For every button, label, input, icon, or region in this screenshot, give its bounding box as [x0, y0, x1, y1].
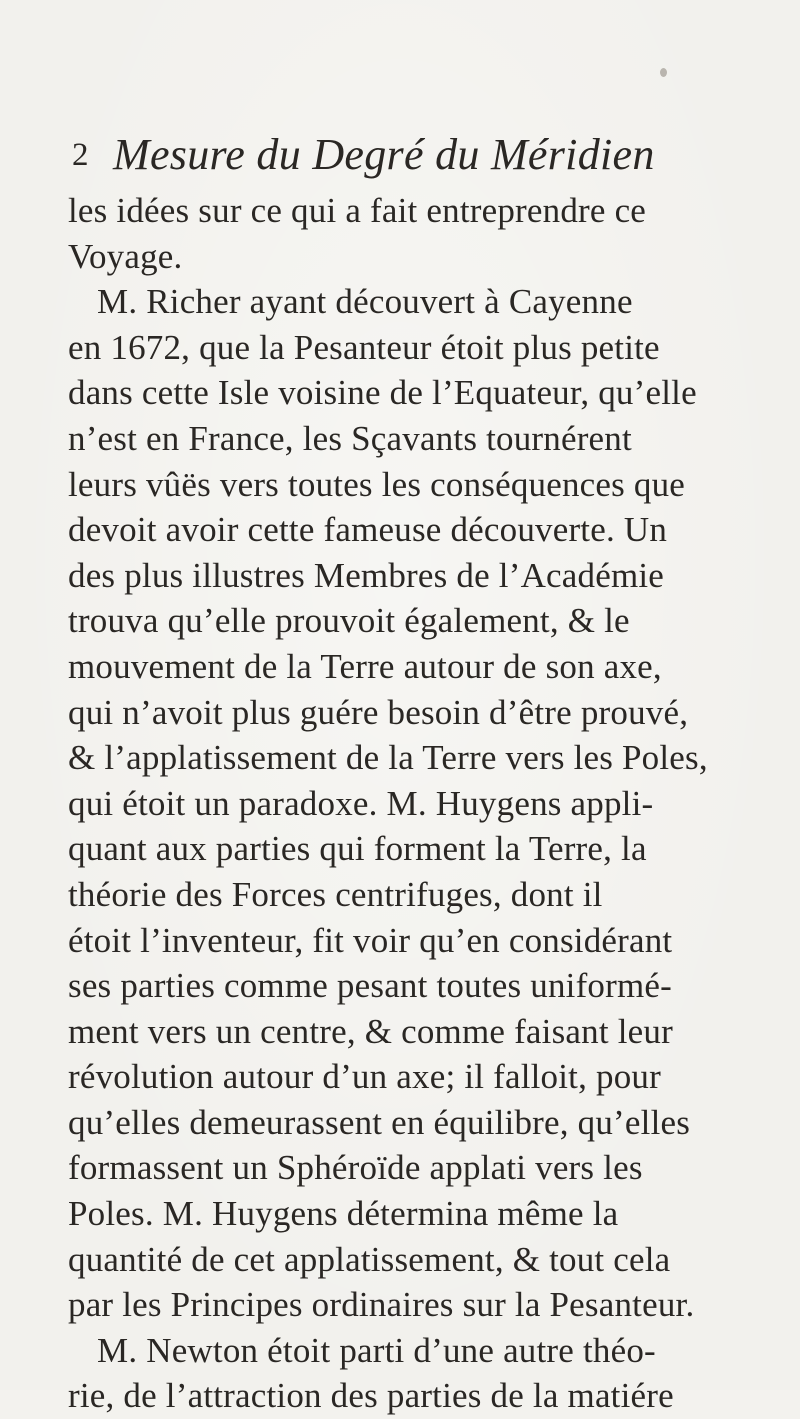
text-line: en 1672, que la Pesanteur étoit plus petite [68, 327, 660, 367]
ink-speck [660, 68, 667, 77]
text-line: quantité de cet applatissement, & tout cela [68, 1239, 671, 1279]
text-line: révolution autour d’un axe; il falloit, pour [68, 1057, 661, 1097]
text-line: quant aux parties qui forment la Terre, la [68, 829, 647, 869]
text-line: des plus illustres Membres de l’Académie [68, 555, 665, 595]
text-line: M. Richer ayant découvert à Cayenne [97, 282, 633, 322]
text-line: par les Principes ordinaires sur la Pesanteur. [68, 1285, 695, 1325]
text-line: rie, de l’attraction des parties de la matiére [68, 1376, 674, 1416]
text-line: qu’elles demeurassent en équilibre, qu’elles [68, 1102, 691, 1142]
text-line: les idées sur ce qui a fait entreprendre ce [68, 191, 647, 230]
text-line: formassent un Sphéroïde applati vers les [68, 1148, 643, 1188]
text-line: Voyage. [68, 236, 183, 276]
text-line: qui étoit un paradoxe. M. Huygens appli- [68, 783, 654, 823]
text-line: mouvement de la Terre autour de son axe, [68, 646, 662, 686]
text-line: Poles. M. Huygens détermina même la [68, 1194, 619, 1234]
running-head-title: Mesure du Degré du Méridien [113, 130, 655, 179]
body-text [68, 188, 768, 1419]
text-line: trouva qu’elle prouvoit également, & le [68, 601, 630, 641]
text-line: & l’applatissement de la Terre vers les Poles, [68, 738, 708, 778]
text-line: leurs vûës vers toutes les conséquences que [68, 464, 686, 504]
text-line: M. Newton étoit parti d’une autre théo- [97, 1330, 656, 1370]
text-line: dans cette Isle voisine de l’Equateur, qu’elle [68, 373, 697, 413]
text-line: théorie des Forces centrifuges, dont il [68, 874, 603, 914]
text-line: étoit l’inventeur, fit voir qu’en considérant [68, 920, 673, 960]
text-line: qui n’avoit plus guére besoin d’être prouvé, [68, 692, 689, 732]
text-line: ment vers un centre, & comme faisant leur [68, 1011, 673, 1051]
page-number: 2 [72, 137, 89, 173]
text-line: n’est en France, les Sçavants tournérent [68, 418, 632, 458]
text-line: ses parties comme pesant toutes uniformé- [68, 966, 673, 1006]
text-line: devoit avoir cette fameuse découverte. Un [68, 510, 668, 550]
running-head [70, 125, 770, 185]
